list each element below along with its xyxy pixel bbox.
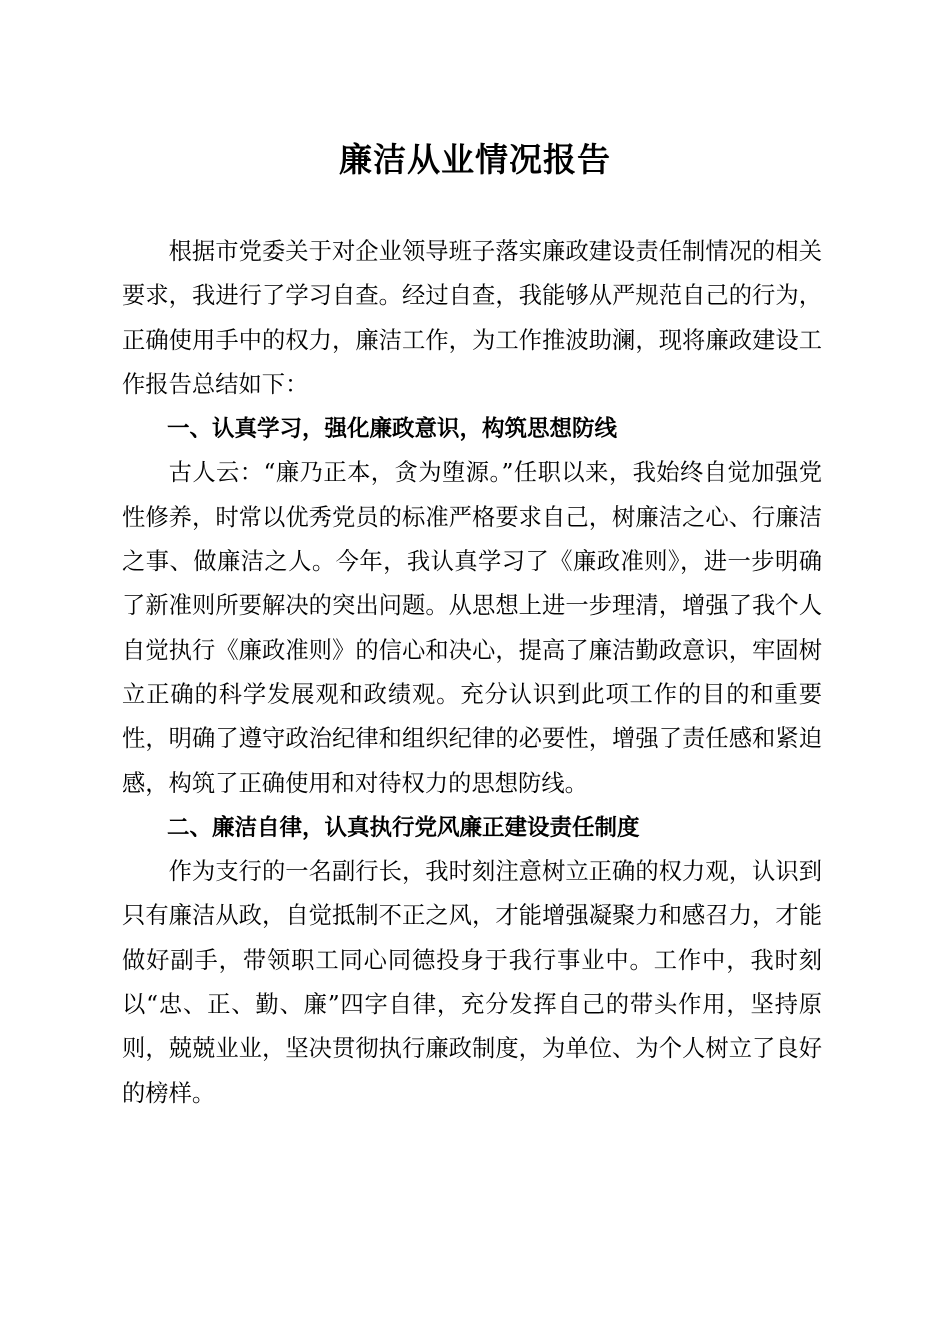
intro-paragraph: 根据市党委关于对企业领导班子落实廉政建设责任制情况的相关要求，我进行了学习自查。经过自查，我能够从严规范自己的行为，正确使用手中的权力，廉洁工作，为工作推波助澜，现将廉政建设工作报告总结如下： bbox=[122, 238, 822, 398]
section-2-heading: 二、廉洁自律，认真执行党风廉正建设责任制度 bbox=[167, 814, 640, 841]
section-1-paragraph: 古人云：“廉乃正本，贪为堕源。”任职以来，我始终自觉加强党性修养，时常以优秀党员的标准严格要求自己，树廉洁之心、行廉洁之事、做廉洁之人。今年，我认真学习了《廉政准则》，进一步明确了新准则所要解决的突出问题。从思想上进一步理清，增强了我个人自觉执行《廉政准则》的信心和决心，提高了廉洁勤政意识，牢固树立正确的科学发展观和政绩观。充分认识到此项工作的目的和重要性，明确了遵守政治纪律和组织纪律的必要性，增强了责任感和紧迫感，构筑了正确使用和对待权力的思想防线。 bbox=[122, 459, 822, 797]
document-body bbox=[122, 230, 822, 1116]
document-title: 廉洁从业情况报告 bbox=[339, 140, 611, 179]
section-1-heading: 一、认真学习，强化廉政意识，构筑思想防线 bbox=[167, 416, 618, 443]
section-2-paragraph: 作为支行的一名副行长，我时刻注意树立正确的权力观，认识到只有廉洁从政，自觉抵制不正之风，才能增强凝聚力和感召力，才能做好副手，带领职工同心同德投身于我行事业中。工作中，我时刻以“忠、正、勤、廉”四字自律，充分发挥自己的带头作用，坚持原则，兢兢业业，坚决贯彻执行廉政制度，为单位、为个人树立了良好的榜样。 bbox=[122, 858, 822, 1107]
